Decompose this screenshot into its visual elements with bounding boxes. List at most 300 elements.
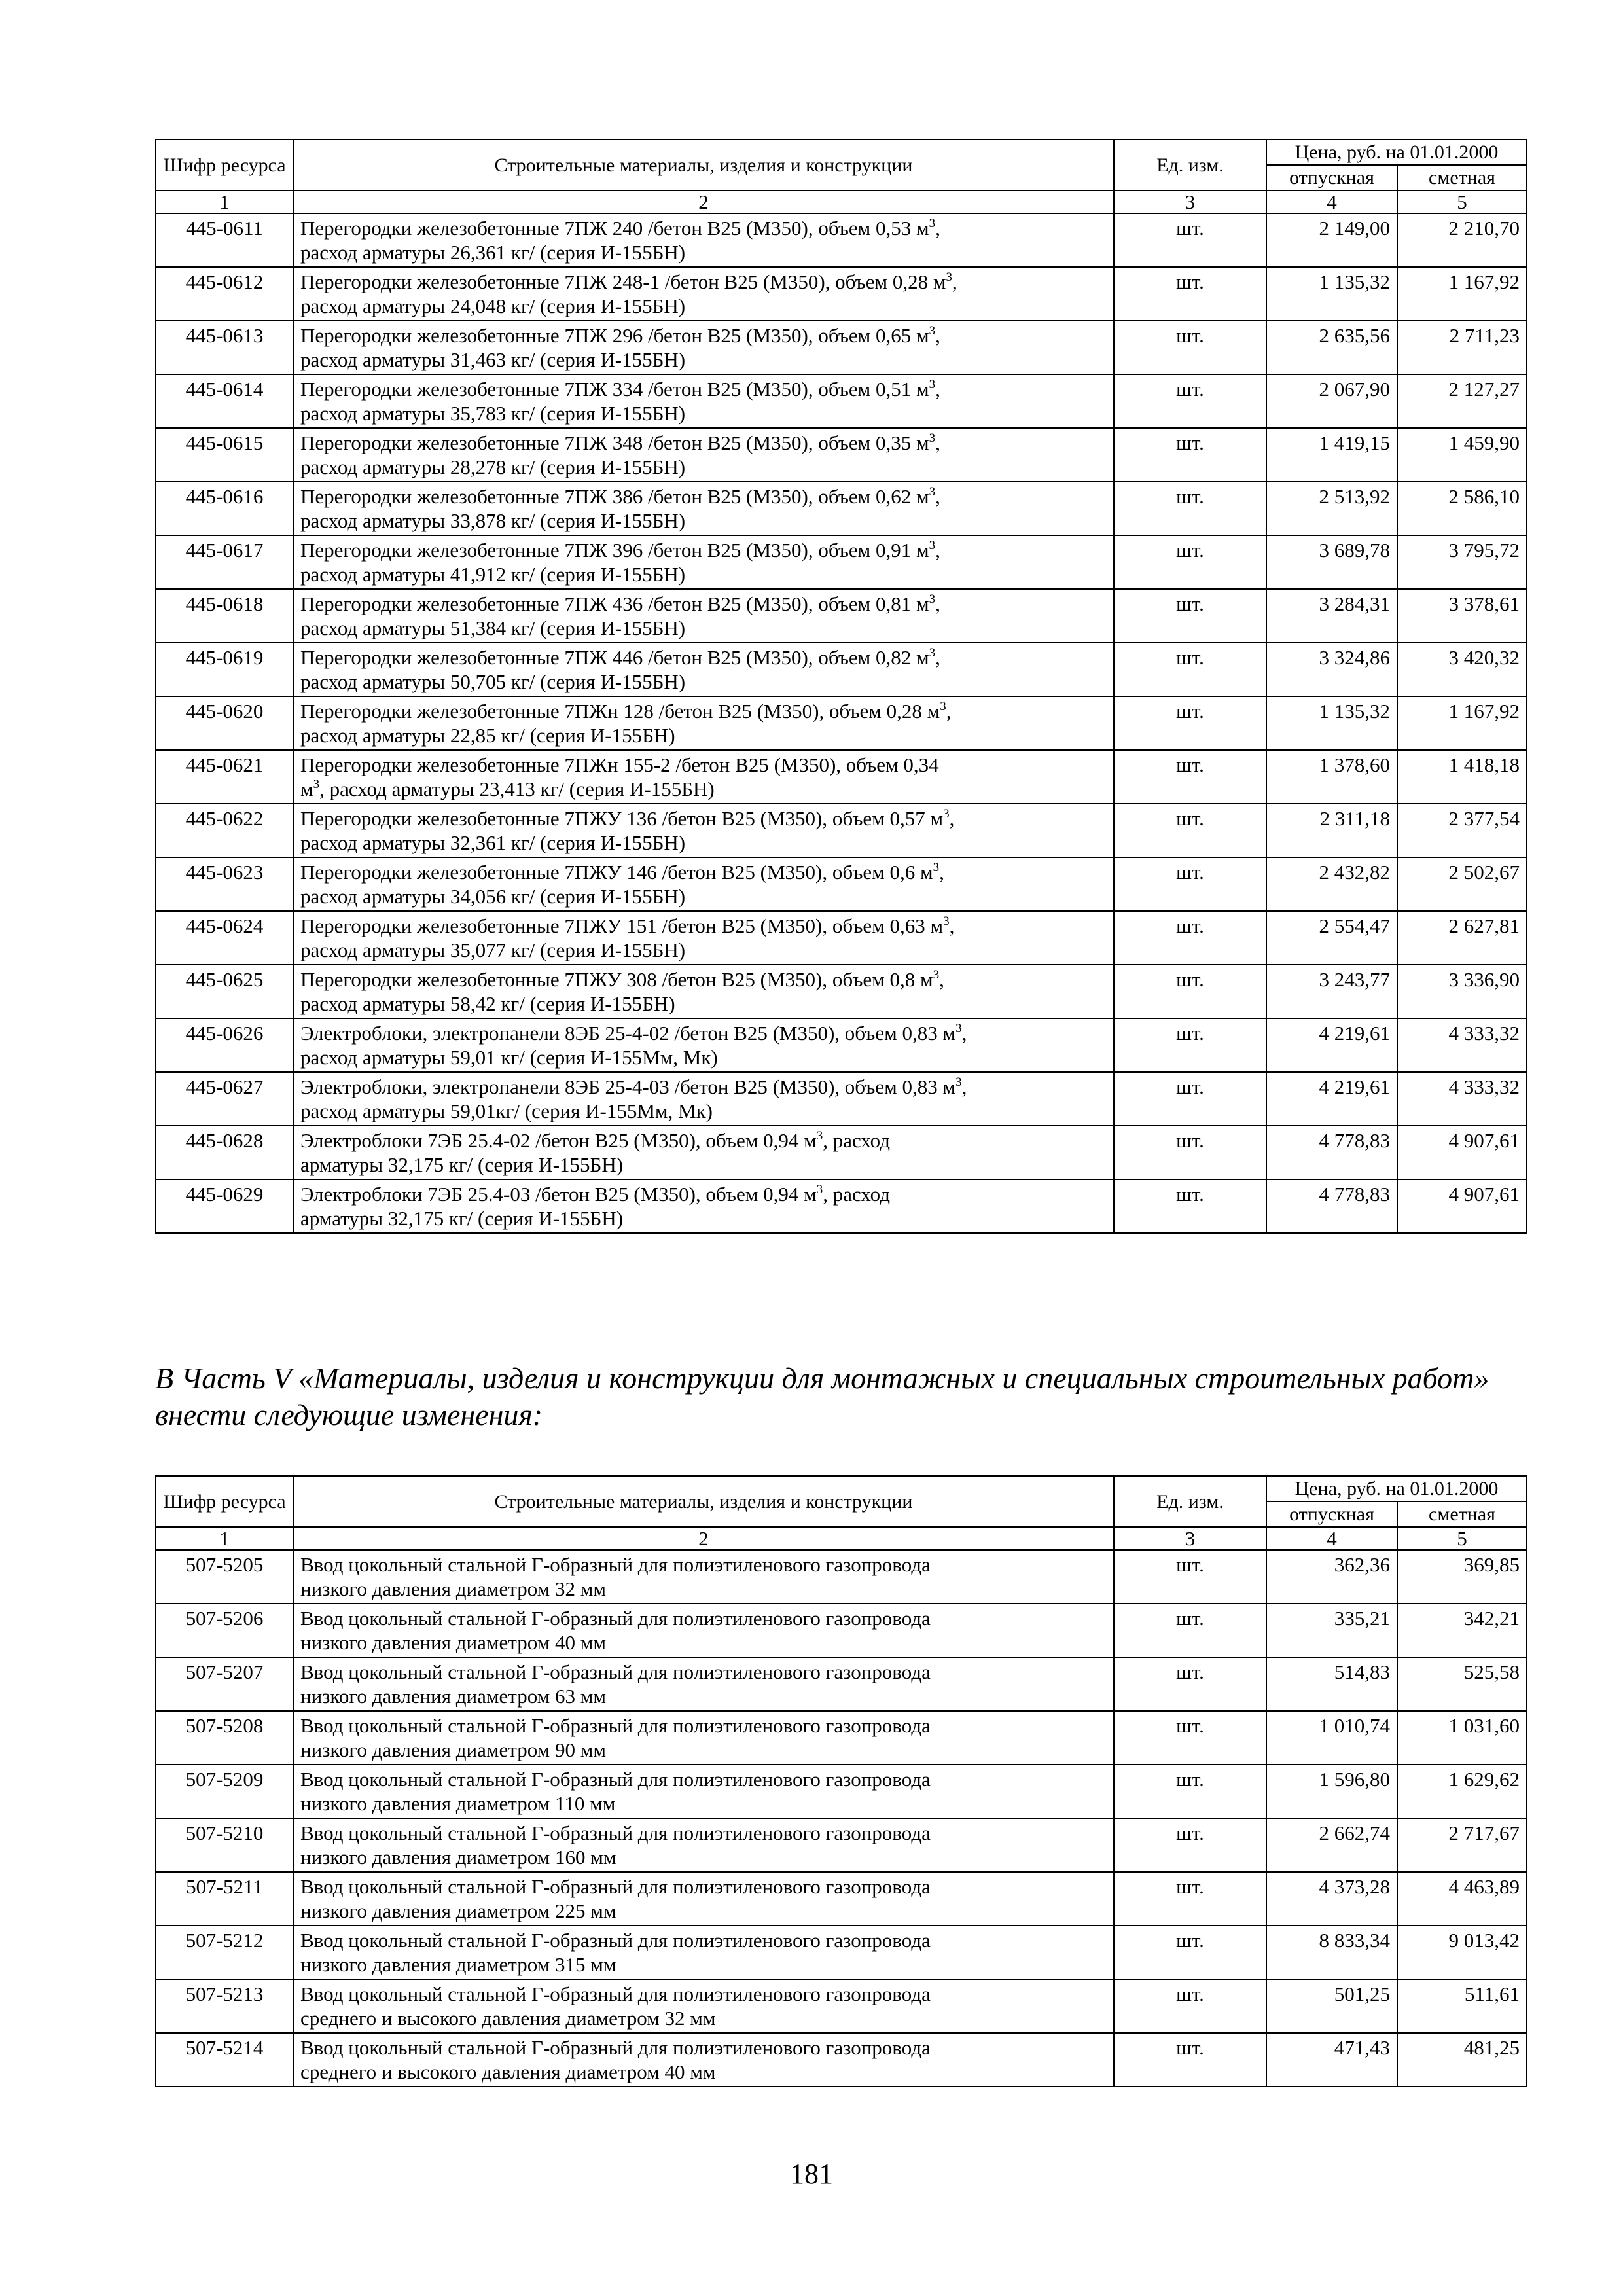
resource-code: 507-5210 — [156, 1818, 293, 1872]
description-line-2: низкого давления диаметром 160 мм — [300, 1846, 616, 1869]
description-line-2: низкого давления диаметром 90 мм — [300, 1738, 606, 1761]
description-line-1: Электроблоки 7ЭБ 25.4-03 /бетон В25 (М350), объем 0,94 м — [300, 1183, 817, 1206]
release-price: 1 135,32 — [1266, 267, 1397, 321]
table-row — [156, 2033, 1527, 2087]
description-line-2: расход арматуры 59,01 кг/ (серия И-155Мм, Мк) — [300, 1046, 718, 1069]
unit-of-measure: шт. — [1114, 965, 1266, 1018]
description-line-2: расход арматуры 26,361 кг/ (серия И-155БН) — [300, 241, 686, 264]
description-line-2: расход арматуры 50,705 кг/ (серия И-155БН) — [300, 670, 686, 693]
description-line-1: Перегородки железобетонные 7ПЖ 248-1 /бетон В25 (М350), объем 0,28 м — [300, 270, 946, 293]
estimate-price: 4 333,32 — [1397, 1072, 1527, 1126]
description-line-1: Перегородки железобетонные 7ПЖ 296 /бетон В25 (М350), объем 0,65 м — [300, 324, 929, 347]
table-row — [156, 1765, 1527, 1818]
description-suffix: , — [939, 861, 944, 884]
release-price: 362,36 — [1266, 1550, 1397, 1604]
resource-code: 445-0624 — [156, 911, 293, 965]
description-line-2: расход арматуры 32,361 кг/ (серия И-155БН) — [300, 831, 686, 854]
description-line-1: Перегородки железобетонные 7ПЖ 436 /бетон В25 (М350), объем 0,81 м — [300, 592, 929, 615]
cubic-superscript: 3 — [816, 1129, 823, 1143]
estimate-price: 4 463,89 — [1397, 1872, 1527, 1926]
description-line-1: Электроблоки 7ЭБ 25.4-02 /бетон В25 (М350), объем 0,94 м — [300, 1129, 817, 1152]
description-line-2: расход арматуры 24,048 кг/ (серия И-155БН) — [300, 295, 686, 317]
description-line-2: среднего и высокого давления диаметром 40 мм — [300, 2060, 716, 2083]
estimate-price: 1 629,62 — [1397, 1765, 1527, 1818]
estimate-price: 2 717,67 — [1397, 1818, 1527, 1872]
cubic-superscript: 3 — [940, 700, 946, 713]
estimate-price: 2 627,81 — [1397, 911, 1527, 965]
release-price: 2 311,18 — [1266, 804, 1397, 857]
resource-description — [293, 428, 1114, 482]
resource-code: 507-5207 — [156, 1657, 293, 1711]
cubic-superscript: 3 — [929, 539, 936, 552]
release-price: 3 324,86 — [1266, 643, 1397, 696]
table-row — [156, 267, 1527, 321]
description-line-2: расход арматуры 41,912 кг/ (серия И-155БН) — [300, 563, 686, 586]
description-suffix: , — [935, 485, 940, 508]
release-price: 2 513,92 — [1266, 482, 1397, 535]
description-suffix: , расход — [823, 1129, 891, 1152]
resource-description — [293, 643, 1114, 696]
estimate-price: 4 907,61 — [1397, 1179, 1527, 1233]
resource-description — [293, 321, 1114, 374]
description-suffix: , — [935, 217, 940, 240]
table-row — [156, 750, 1527, 804]
unit-of-measure: шт. — [1114, 2033, 1266, 2087]
table-row — [156, 589, 1527, 643]
resource-code: 445-0611 — [156, 213, 293, 267]
unit-of-measure: шт. — [1114, 1072, 1266, 1126]
unit-of-measure: шт. — [1114, 1657, 1266, 1711]
estimate-price: 1 167,92 — [1397, 696, 1527, 750]
resource-code: 445-0622 — [156, 804, 293, 857]
description-line-1: Ввод цокольный стальной Г-образный для полиэтиленового газопровода — [300, 1821, 931, 1844]
unit-of-measure: шт. — [1114, 1979, 1266, 2033]
resource-code: 507-5209 — [156, 1765, 293, 1818]
description-line-1: Электроблоки, электропанели 8ЭБ 25-4-02 /бетон В25 (М350), объем 0,83 м — [300, 1022, 956, 1045]
table-row — [156, 213, 1527, 267]
description-line-1: Ввод цокольный стальной Г-образный для полиэтиленового газопровода — [300, 1714, 931, 1737]
unit-of-measure: шт. — [1114, 1926, 1266, 1979]
estimate-price: 1 031,60 — [1397, 1711, 1527, 1765]
unit-of-measure: шт. — [1114, 643, 1266, 696]
unit-of-measure: шт. — [1114, 1179, 1266, 1233]
estimate-price: 511,61 — [1397, 1979, 1527, 2033]
resource-description — [293, 965, 1114, 1018]
release-price: 3 689,78 — [1266, 535, 1397, 589]
description-suffix: , — [935, 592, 940, 615]
release-price: 4 778,83 — [1266, 1179, 1397, 1233]
unit-of-measure: шт. — [1114, 321, 1266, 374]
column-number: 3 — [1114, 190, 1266, 213]
unit-of-measure: шт. — [1114, 1550, 1266, 1604]
description-line-2: арматуры 32,175 кг/ (серия И-155БН) — [300, 1153, 624, 1176]
resource-description — [293, 1179, 1114, 1233]
resource-description — [293, 696, 1114, 750]
description-line-2: расход арматуры 59,01кг/ (серия И-155Мм, Мк) — [300, 1100, 713, 1122]
release-price: 2 067,90 — [1266, 374, 1397, 428]
unit-of-measure: шт. — [1114, 589, 1266, 643]
description-line-2: расход арматуры 34,056 кг/ (серия И-155БН) — [300, 885, 686, 908]
resource-code: 507-5211 — [156, 1872, 293, 1926]
description-line-1: Перегородки железобетонные 7ПЖ 334 /бетон В25 (М350), объем 0,51 м — [300, 378, 929, 401]
release-price: 2 432,82 — [1266, 857, 1397, 911]
column-number: 1 — [156, 190, 293, 213]
estimate-price: 1 418,18 — [1397, 750, 1527, 804]
description-line-1: Ввод цокольный стальной Г-образный для полиэтиленового газопровода — [300, 1553, 931, 1576]
description-line-2: расход арматуры 22,85 кг/ (серия И-155БН) — [300, 724, 675, 747]
description-unit: м — [300, 778, 313, 800]
resource-code: 507-5212 — [156, 1926, 293, 1979]
release-price: 2 635,56 — [1266, 321, 1397, 374]
table-row — [156, 1179, 1527, 1233]
header-name: Строительные материалы, изделия и конструкции — [293, 1476, 1114, 1527]
release-price: 3 243,77 — [1266, 965, 1397, 1018]
description-line-1: Перегородки железобетонные 7ПЖ 446 /бетон В25 (М350), объем 0,82 м — [300, 646, 929, 669]
release-price: 2 662,74 — [1266, 1818, 1397, 1872]
table-row — [156, 1072, 1527, 1126]
header-release-price: отпускная — [1266, 1501, 1397, 1527]
description-suffix: , — [949, 807, 955, 830]
description-suffix: , — [935, 539, 940, 562]
description-suffix: , — [946, 700, 952, 723]
unit-of-measure: шт. — [1114, 1711, 1266, 1765]
description-line-1: Ввод цокольный стальной Г-образный для полиэтиленового газопровода — [300, 2036, 931, 2059]
release-price: 1 596,80 — [1266, 1765, 1397, 1818]
description-line-1: Перегородки железобетонные 7ПЖн 155-2 /бетон В25 (М350), объем 0,34 — [300, 753, 939, 776]
description-line-2: низкого давления диаметром 40 мм — [300, 1631, 606, 1654]
description-line-2: среднего и высокого давления диаметром 32 мм — [300, 2007, 716, 2030]
column-number: 2 — [293, 1527, 1114, 1550]
cubic-superscript: 3 — [816, 1183, 823, 1196]
estimate-price: 2 127,27 — [1397, 374, 1527, 428]
table-row — [156, 1926, 1527, 1979]
header-price: Цена, руб. на 01.01.2000 — [1266, 139, 1527, 165]
header-unit: Ед. изм. — [1114, 1476, 1266, 1527]
estimate-price: 342,21 — [1397, 1604, 1527, 1657]
description-suffix: , — [961, 1022, 967, 1045]
description-suffix: , расход — [823, 1183, 891, 1206]
table-row — [156, 1018, 1527, 1072]
table-row — [156, 321, 1527, 374]
table-row — [156, 535, 1527, 589]
cubic-superscript: 3 — [929, 217, 936, 230]
resource-code: 445-0618 — [156, 589, 293, 643]
cubic-superscript: 3 — [943, 914, 950, 928]
description-line-1: Перегородки железобетонные 7ПЖУ 136 /бетон В25 (М350), объем 0,57 м — [300, 807, 944, 830]
header-unit: Ед. изм. — [1114, 139, 1266, 190]
resource-code: 445-0614 — [156, 374, 293, 428]
estimate-price: 3 378,61 — [1397, 589, 1527, 643]
unit-of-measure: шт. — [1114, 428, 1266, 482]
release-price: 1 378,60 — [1266, 750, 1397, 804]
description-suffix: , — [935, 431, 940, 454]
description-line-2: расход арматуры 28,278 кг/ (серия И-155БН) — [300, 456, 686, 478]
resource-description — [293, 213, 1114, 267]
unit-of-measure: шт. — [1114, 374, 1266, 428]
unit-of-measure: шт. — [1114, 804, 1266, 857]
unit-of-measure: шт. — [1114, 535, 1266, 589]
unit-of-measure: шт. — [1114, 1018, 1266, 1072]
estimate-price: 2 711,23 — [1397, 321, 1527, 374]
resource-code: 445-0615 — [156, 428, 293, 482]
page-number: 181 — [790, 2158, 833, 2190]
column-number: 4 — [1266, 1527, 1397, 1550]
description-line-1: Перегородки железобетонные 7ПЖ 348 /бетон В25 (М350), объем 0,35 м — [300, 431, 929, 454]
description-line-2: расход арматуры 35,077 кг/ (серия И-155БН) — [300, 939, 686, 961]
description-line-1: Перегородки железобетонные 7ПЖУ 146 /бетон В25 (М350), объем 0,6 м — [300, 861, 933, 884]
table-body — [156, 213, 1527, 1233]
resource-description — [293, 1926, 1114, 1979]
unit-of-measure: шт. — [1114, 857, 1266, 911]
table-row — [156, 804, 1527, 857]
resource-code: 445-0617 — [156, 535, 293, 589]
release-price: 514,83 — [1266, 1657, 1397, 1711]
cubic-superscript: 3 — [929, 324, 936, 338]
description-line-2: низкого давления диаметром 315 мм — [300, 1953, 616, 1976]
header-release-price: отпускная — [1266, 165, 1397, 190]
estimate-price: 3 420,32 — [1397, 643, 1527, 696]
table-row — [156, 911, 1527, 965]
unit-of-measure: шт. — [1114, 1765, 1266, 1818]
resource-description — [293, 1550, 1114, 1604]
table-row — [156, 696, 1527, 750]
header-estimate-price: сметная — [1397, 1501, 1527, 1527]
column-number: 3 — [1114, 1527, 1266, 1550]
table-row — [156, 643, 1527, 696]
description-line-1: Ввод цокольный стальной Г-образный для полиэтиленового газопровода — [300, 1875, 931, 1898]
resource-description — [293, 535, 1114, 589]
header-code: Шифр ресурса — [156, 139, 293, 190]
resource-code: 507-5205 — [156, 1550, 293, 1604]
estimate-price: 2 502,67 — [1397, 857, 1527, 911]
cubic-superscript: 3 — [933, 861, 940, 874]
description-line-1: Перегородки железобетонные 7ПЖ 240 /бетон В25 (М350), объем 0,53 м — [300, 217, 929, 240]
unit-of-measure: шт. — [1114, 213, 1266, 267]
description-suffix: , — [939, 968, 944, 991]
table-row — [156, 374, 1527, 428]
estimate-price: 4 333,32 — [1397, 1018, 1527, 1072]
unit-of-measure: шт. — [1114, 1818, 1266, 1872]
cubic-superscript: 3 — [313, 778, 320, 791]
resource-code: 445-0616 — [156, 482, 293, 535]
header-price: Цена, руб. на 01.01.2000 — [1266, 1476, 1527, 1501]
resource-table-part-iv — [155, 139, 1527, 1234]
table-body — [156, 1550, 1527, 2087]
resource-description — [293, 1765, 1114, 1818]
resource-description — [293, 482, 1114, 535]
estimate-price: 3 336,90 — [1397, 965, 1527, 1018]
description-suffix: , — [949, 914, 955, 937]
header-estimate-price: сметная — [1397, 165, 1527, 190]
description-line-2: низкого давления диаметром 63 мм — [300, 1685, 606, 1708]
column-number: 5 — [1397, 190, 1527, 213]
resource-description — [293, 1711, 1114, 1765]
description-line-1: Ввод цокольный стальной Г-образный для полиэтиленового газопровода — [300, 1660, 931, 1683]
description-line-1: Ввод цокольный стальной Г-образный для полиэтиленового газопровода — [300, 1607, 931, 1630]
resource-code: 445-0625 — [156, 965, 293, 1018]
release-price: 4 219,61 — [1266, 1072, 1397, 1126]
resource-code: 445-0629 — [156, 1179, 293, 1233]
description-line-2: расход арматуры 58,42 кг/ (серия И-155БН) — [300, 992, 675, 1015]
table-row — [156, 1818, 1527, 1872]
release-price: 1 135,32 — [1266, 696, 1397, 750]
resource-code: 445-0628 — [156, 1126, 293, 1179]
description-line-1: Ввод цокольный стальной Г-образный для полиэтиленового газопровода — [300, 1982, 931, 2005]
release-price: 8 833,34 — [1266, 1926, 1397, 1979]
unit-of-measure: шт. — [1114, 482, 1266, 535]
resource-code: 507-5206 — [156, 1604, 293, 1657]
description-line-1: Перегородки железобетонные 7ПЖ 396 /бетон В25 (М350), объем 0,91 м — [300, 539, 929, 562]
description-line-1: Перегородки железобетонные 7ПЖн 128 /бетон В25 (М350), объем 0,28 м — [300, 700, 940, 723]
resource-description — [293, 857, 1114, 911]
resource-code: 507-5214 — [156, 2033, 293, 2087]
resource-description — [293, 804, 1114, 857]
description-line-2: расход арматуры 35,783 кг/ (серия И-155БН) — [300, 402, 686, 425]
resource-code: 445-0613 — [156, 321, 293, 374]
resource-description — [293, 1018, 1114, 1072]
resource-code: 507-5208 — [156, 1711, 293, 1765]
description-line-1: Ввод цокольный стальной Г-образный для полиэтиленового газопровода — [300, 1768, 931, 1791]
resource-description — [293, 374, 1114, 428]
resource-description — [293, 1604, 1114, 1657]
release-price: 335,21 — [1266, 1604, 1397, 1657]
release-price: 4 219,61 — [1266, 1018, 1397, 1072]
section-heading: В Часть V «Материалы, изделия и конструкции для монтажных и специальных строительных работ» внести следующие изменения: — [155, 1361, 1489, 1431]
table-row — [156, 1126, 1527, 1179]
estimate-price: 9 013,42 — [1397, 1926, 1527, 1979]
table-header — [156, 139, 1527, 213]
estimate-price: 1 459,90 — [1397, 428, 1527, 482]
resource-description — [293, 1979, 1114, 2033]
cubic-superscript: 3 — [929, 431, 936, 445]
table-row — [156, 1604, 1527, 1657]
estimate-price: 1 167,92 — [1397, 267, 1527, 321]
description-line-2: низкого давления диаметром 110 мм — [300, 1792, 616, 1815]
description-suffix: , расход арматуры 23,413 кг/ (серия И-155БН) — [319, 778, 715, 800]
description-suffix: , — [961, 1075, 967, 1098]
release-price: 4 778,83 — [1266, 1126, 1397, 1179]
description-line-2: расход арматуры 51,384 кг/ (серия И-155БН) — [300, 617, 686, 639]
description-line-1: Перегородки железобетонные 7ПЖ 386 /бетон В25 (М350), объем 0,62 м — [300, 485, 929, 508]
estimate-price: 2 210,70 — [1397, 213, 1527, 267]
resource-description — [293, 589, 1114, 643]
header-name: Строительные материалы, изделия и конструкции — [293, 139, 1114, 190]
description-line-1: Ввод цокольный стальной Г-образный для полиэтиленового газопровода — [300, 1929, 931, 1952]
cubic-superscript: 3 — [933, 968, 940, 982]
resource-description — [293, 1657, 1114, 1711]
resource-description — [293, 267, 1114, 321]
estimate-price: 3 795,72 — [1397, 535, 1527, 589]
release-price: 2 149,00 — [1266, 213, 1397, 267]
cubic-superscript: 3 — [929, 646, 936, 660]
unit-of-measure: шт. — [1114, 1126, 1266, 1179]
table-row — [156, 482, 1527, 535]
cubic-superscript: 3 — [929, 592, 936, 606]
description-line-2: арматуры 32,175 кг/ (серия И-155БН) — [300, 1207, 624, 1230]
resource-description — [293, 750, 1114, 804]
resource-code: 445-0619 — [156, 643, 293, 696]
resource-description — [293, 1126, 1114, 1179]
release-price: 471,43 — [1266, 2033, 1397, 2087]
unit-of-measure: шт. — [1114, 1604, 1266, 1657]
description-line-1: Электроблоки, электропанели 8ЭБ 25-4-03 /бетон В25 (М350), объем 0,83 м — [300, 1075, 956, 1098]
resource-code: 445-0620 — [156, 696, 293, 750]
resource-description — [293, 1872, 1114, 1926]
estimate-price: 369,85 — [1397, 1550, 1527, 1604]
resource-description — [293, 2033, 1114, 2087]
resource-code: 445-0626 — [156, 1018, 293, 1072]
description-suffix: , — [935, 378, 940, 401]
cubic-superscript: 3 — [946, 270, 952, 284]
table-row — [156, 1550, 1527, 1604]
column-number: 2 — [293, 190, 1114, 213]
release-price: 2 554,47 — [1266, 911, 1397, 965]
description-line-2: расход арматуры 31,463 кг/ (серия И-155БН) — [300, 348, 686, 371]
resource-code: 507-5213 — [156, 1979, 293, 2033]
column-number: 4 — [1266, 190, 1397, 213]
description-suffix: , — [935, 324, 940, 347]
resource-code: 445-0623 — [156, 857, 293, 911]
resource-code: 445-0621 — [156, 750, 293, 804]
description-suffix: , — [952, 270, 957, 293]
unit-of-measure: шт. — [1114, 267, 1266, 321]
description-line-2: низкого давления диаметром 32 мм — [300, 1577, 606, 1600]
table-row — [156, 857, 1527, 911]
resource-table-part-v — [155, 1475, 1527, 2087]
table-row — [156, 1872, 1527, 1926]
estimate-price: 2 377,54 — [1397, 804, 1527, 857]
table-header — [156, 1476, 1527, 1550]
description-line-2: расход арматуры 33,878 кг/ (серия И-155БН) — [300, 509, 686, 532]
release-price: 501,25 — [1266, 1979, 1397, 2033]
table-row — [156, 965, 1527, 1018]
resource-description — [293, 911, 1114, 965]
resource-description — [293, 1818, 1114, 1872]
table-row — [156, 1979, 1527, 2033]
estimate-price: 525,58 — [1397, 1657, 1527, 1711]
resource-code: 445-0612 — [156, 267, 293, 321]
unit-of-measure: шт. — [1114, 1872, 1266, 1926]
estimate-price: 481,25 — [1397, 2033, 1527, 2087]
cubic-superscript: 3 — [929, 485, 936, 499]
unit-of-measure: шт. — [1114, 750, 1266, 804]
cubic-superscript: 3 — [955, 1075, 962, 1089]
release-price: 1 010,74 — [1266, 1711, 1397, 1765]
description-line-1: Перегородки железобетонные 7ПЖУ 151 /бетон В25 (М350), объем 0,63 м — [300, 914, 944, 937]
unit-of-measure: шт. — [1114, 911, 1266, 965]
resource-description — [293, 1072, 1114, 1126]
header-code: Шифр ресурса — [156, 1476, 293, 1527]
column-number: 1 — [156, 1527, 293, 1550]
unit-of-measure: шт. — [1114, 696, 1266, 750]
table-row — [156, 428, 1527, 482]
release-price: 1 419,15 — [1266, 428, 1397, 482]
estimate-price: 4 907,61 — [1397, 1126, 1527, 1179]
cubic-superscript: 3 — [943, 807, 950, 821]
estimate-price: 2 586,10 — [1397, 482, 1527, 535]
description-suffix: , — [935, 646, 940, 669]
release-price: 4 373,28 — [1266, 1872, 1397, 1926]
description-line-2: низкого давления диаметром 225 мм — [300, 1899, 616, 1922]
column-number: 5 — [1397, 1527, 1527, 1550]
cubic-superscript: 3 — [955, 1022, 962, 1035]
description-line-1: Перегородки железобетонные 7ПЖУ 308 /бетон В25 (М350), объем 0,8 м — [300, 968, 933, 991]
resource-code: 445-0627 — [156, 1072, 293, 1126]
table-row — [156, 1711, 1527, 1765]
release-price: 3 284,31 — [1266, 589, 1397, 643]
table-row — [156, 1657, 1527, 1711]
cubic-superscript: 3 — [929, 378, 936, 391]
